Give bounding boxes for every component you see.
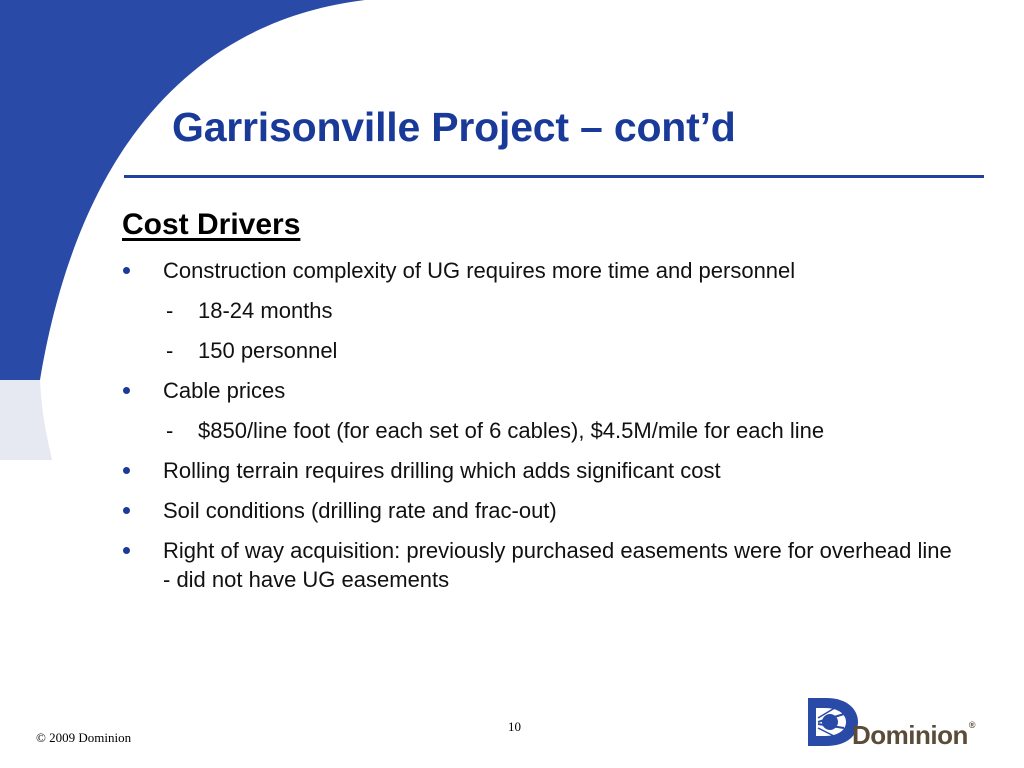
- slide-title: Garrisonville Project – cont’d: [172, 104, 736, 150]
- bullet-text: Soil conditions (drilling rate and frac-out): [163, 498, 557, 523]
- page-number: 10: [508, 719, 521, 734]
- sub-item: [120, 296, 960, 325]
- bullet-list: [120, 256, 960, 605]
- footer-copyright: © 2009 Dominion: [36, 730, 132, 745]
- bullet-dot-icon: [123, 267, 130, 274]
- bullet-dot-icon: [123, 507, 130, 514]
- bullet-text: Construction complexity of UG requires more time and personnel: [163, 258, 796, 283]
- bullet-text: Cable prices: [163, 378, 286, 403]
- title-divider: [124, 175, 984, 178]
- bullet-item: [120, 496, 960, 525]
- sub-item: [120, 336, 960, 365]
- bullet-dot-icon: [123, 547, 130, 554]
- logo-name: Dominion: [852, 720, 968, 750]
- registered-mark: ®: [968, 720, 976, 730]
- bullet-text: Right of way acquisition: previously purchased easements were for overhead line - did not have UG easements: [163, 538, 952, 592]
- sub-item-text: 150 personnel: [198, 338, 338, 363]
- sub-item-text: 18-24 months: [198, 298, 333, 323]
- logo-wordmark: [852, 720, 975, 751]
- bullet-item: [120, 456, 960, 485]
- dash-marker: -: [166, 338, 174, 363]
- sub-item-text: $850/line foot (for each set of 6 cables), $4.5M/mile for each line: [198, 418, 825, 443]
- dominion-logo: [800, 690, 990, 752]
- bullet-dot-icon: [123, 387, 130, 394]
- dash-marker: -: [166, 298, 174, 323]
- bullet-dot-icon: [123, 467, 130, 474]
- dash-marker: -: [166, 418, 174, 443]
- bullet-text: Rolling terrain requires drilling which adds significant cost: [163, 458, 721, 483]
- bullet-item: [120, 256, 960, 285]
- bullet-item: [120, 376, 960, 405]
- sub-item: [120, 416, 960, 445]
- bullet-item: [120, 536, 960, 594]
- section-heading: Cost Drivers: [122, 208, 301, 241]
